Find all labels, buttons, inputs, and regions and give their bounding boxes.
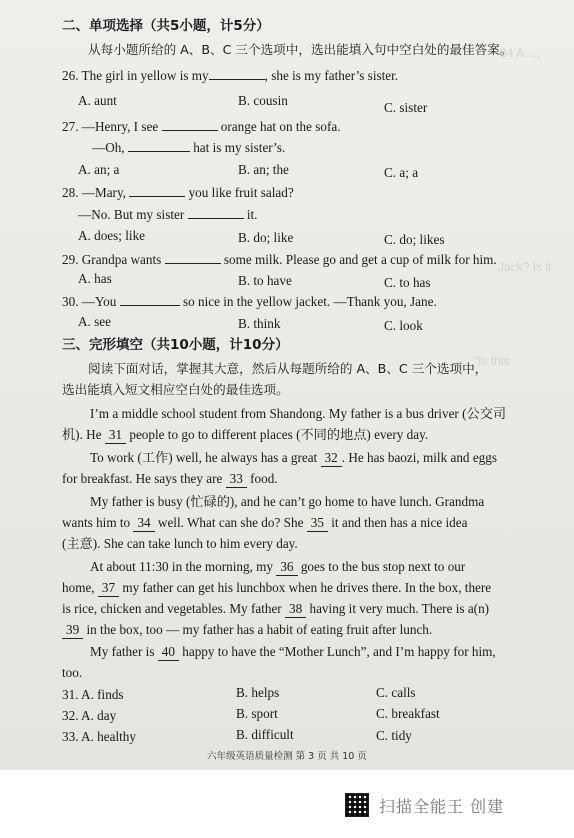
option-a: A. does; like: [78, 228, 146, 243]
option-c: C. to has: [384, 275, 431, 290]
option-c: C. look: [384, 318, 423, 333]
blank-40: 40: [158, 643, 179, 661]
answer-blank: [129, 183, 185, 197]
blank-36: 36: [276, 558, 297, 576]
passage-line: My father is busy (忙碌的), and he can’t go home to have lunch. Grandma: [90, 494, 485, 509]
section-2-title: 二、单项选择（共5小题，计5分）: [62, 18, 270, 34]
option-b: B. think: [238, 316, 281, 331]
bleed-through-text: 34 A. ...: [500, 46, 541, 60]
question-text: some milk. Please go and get a cup of milk for him.: [223, 252, 497, 267]
option-a: A. see: [78, 314, 111, 329]
option-c: C. sister: [384, 100, 428, 115]
section-3-instruction: 阅读下面对话，掌握其大意，然后从每题所给的 A、B、C 三个选项中，: [88, 361, 488, 376]
question-text: 29. Grandpa wants: [62, 252, 162, 267]
question-28-line2: [78, 205, 257, 223]
passage-line: (主意). She can take lunch to him every day.: [62, 536, 298, 551]
option-a: 32. A. day: [62, 708, 117, 723]
option-a: A. has: [78, 271, 112, 286]
answer-blank: [128, 138, 190, 152]
question-27: [62, 117, 341, 135]
qr-code-icon: [345, 793, 369, 817]
bleed-through-text: Jack? Is it: [498, 260, 552, 274]
passage-line: too.: [62, 665, 83, 680]
blank-35: 35: [307, 514, 328, 532]
question-text: —No. But my sister: [78, 207, 185, 222]
page-footer: 六年级英语质量检测 第 3 页 共 10 页: [207, 751, 367, 762]
question-30: [62, 292, 437, 310]
option-b: B. cousin: [238, 93, 288, 108]
question-text: , she is my father’s sister.: [264, 68, 399, 83]
bleed-through-text: "Is this: [474, 354, 510, 368]
option-c: C. a; a: [384, 165, 419, 180]
option-b: B. to have: [238, 273, 292, 288]
section-3-title: 三、完形填空（共10小题，计10分）: [62, 337, 289, 353]
question-27-line2: [92, 138, 285, 156]
option-b: B. difficult: [236, 727, 294, 742]
question-text: you like fruit salad?: [188, 185, 294, 200]
section-3-instruction-2: 选出能填入短文相应空白处的最佳选项。: [62, 382, 289, 397]
option-a: 31. A. finds: [62, 687, 124, 702]
answer-blank: [209, 66, 265, 80]
blank-37: 37: [98, 579, 119, 597]
question-26: [62, 66, 398, 84]
passage-line: 39 in the box, too — my father has a habit of eating fruit after lunch.: [62, 621, 432, 639]
question-text: orange hat on the sofa.: [220, 119, 341, 134]
passage-line: is rice, chicken and vegetables. My father 38 having it very much. There is a(n): [62, 601, 490, 616]
section-2-instruction: 从每小题所给的 A、B、C 三个选项中，选出能填入句中空白处的最佳答案。: [88, 42, 513, 57]
option-b: B. helps: [236, 685, 280, 700]
question-28: [62, 183, 294, 201]
option-b: B. sport: [236, 706, 278, 721]
blank-34: 34: [133, 514, 154, 532]
option-a: A. aunt: [78, 93, 117, 108]
option-a: A. an; a: [78, 162, 120, 177]
passage-line: 机). He 31 people to go to different places (不同的地点) every day.: [62, 427, 429, 442]
option-b: B. do; like: [238, 230, 294, 245]
passage-line: I’m a middle school student from Shandong. My father is a bus driver (公交司: [90, 406, 507, 421]
answer-blank: [188, 205, 244, 219]
passage-line: for breakfast. He says they are 33 food.: [62, 471, 278, 486]
blank-38: 38: [285, 600, 306, 618]
question-text: —Oh,: [92, 140, 125, 155]
option-c: C. calls: [376, 685, 416, 700]
question-text: so nice in the yellow jacket. —Thank you, Jane.: [182, 294, 437, 309]
passage-line: At about 11:30 in the morning, my 36 goes to the bus stop next to our: [90, 559, 466, 574]
option-c: C. do; likes: [384, 232, 445, 247]
option-b: B. an; the: [238, 162, 289, 177]
passage-line: To work (工作) well, he always has a great 32 . He has baozi, milk and eggs: [90, 450, 498, 465]
question-text: it.: [246, 207, 258, 222]
question-text: hat is my sister’s.: [193, 140, 286, 155]
answer-blank: [120, 292, 180, 306]
blank-32: 32: [321, 449, 342, 467]
blank-31: 31: [105, 426, 126, 444]
option-c: C. tidy: [376, 728, 412, 743]
question-text: 28. —Mary,: [62, 185, 126, 200]
answer-blank: [165, 250, 221, 264]
question-text: 26. The girl in yellow is my: [62, 68, 209, 83]
option-c: C. breakfast: [376, 706, 440, 721]
passage-line: My father is 40 happy to have the “Mother Lunch”, and I’m happy for him,: [90, 644, 496, 659]
watermark-text: 扫描全能王 创建: [379, 796, 505, 816]
passage-line: wants him to 34 well. What can she do? She 35 it and then has a nice idea: [62, 515, 468, 530]
passage-line: home, 37 my father can get his lunchbox when he drives there. In the box, there: [62, 580, 492, 595]
blank-39: 39: [62, 621, 83, 639]
question-text: 27. —Henry, I see: [62, 119, 159, 134]
answer-blank: [162, 117, 218, 131]
blank-33: 33: [226, 470, 247, 488]
question-29: [62, 250, 497, 268]
question-text: 30. —You: [62, 294, 117, 309]
scanner-watermark: [345, 792, 504, 818]
option-a: 33. A. healthy: [62, 729, 136, 744]
